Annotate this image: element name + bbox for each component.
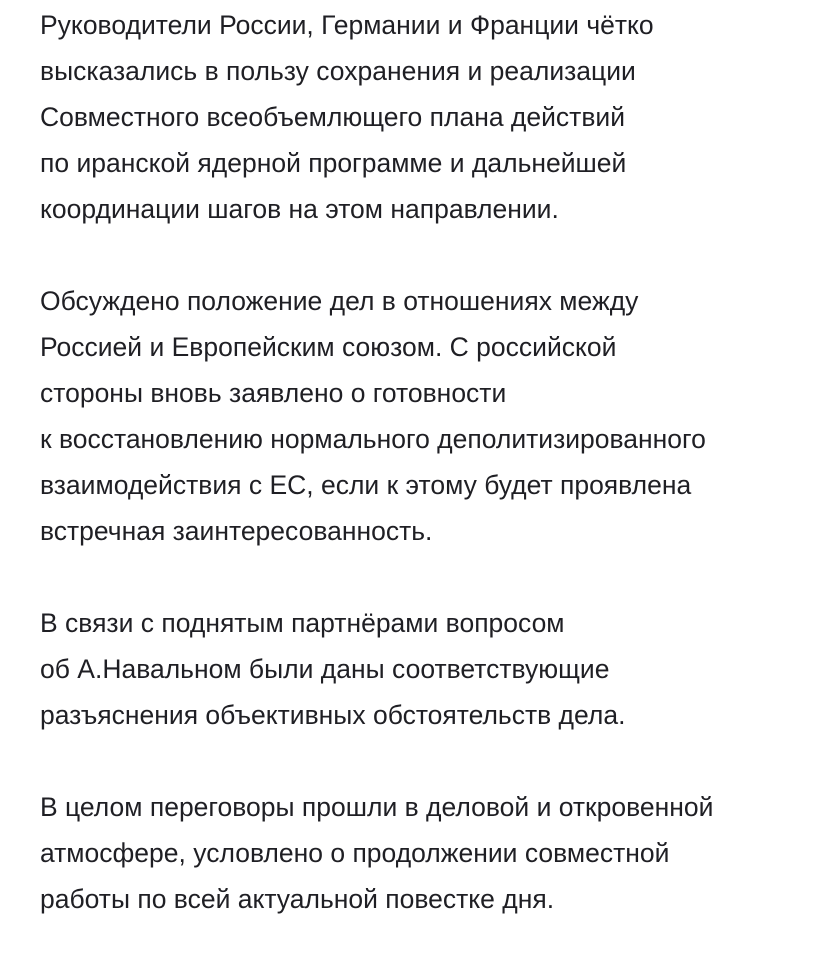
text-line: Обсуждено положение дел в отношениях между [40,286,639,316]
text-line: Совместного всеобъемлющего плана действий [40,102,626,132]
text-line: Руководители России, Германии и Франции чётко [40,10,654,40]
text-line: В целом переговоры прошли в деловой и откровенной [40,792,714,822]
paragraph-eu-relations [40,278,820,554]
text-line: высказались в пользу сохранения и реализации [40,56,636,86]
paragraph-conclusion [40,784,820,922]
text-line: встречная заинтересованность. [40,516,433,546]
text-line: по иранской ядерной программе и дальнейшей [40,148,627,178]
text-line: координации шагов на этом направлении. [40,194,559,224]
text-line: стороны вновь заявлено о готовности [40,378,507,408]
text-line: взаимодействия с ЕС, если к этому будет проявлена [40,470,692,500]
paragraph-iran-deal [40,2,820,232]
text-line: В связи с поднятым партнёрами вопросом [40,608,565,638]
text-line: к восстановлению нормального деполитизированного [40,424,706,454]
text-line: атмосфере, условлено о продолжении совместной [40,838,670,868]
text-line: Россией и Европейским союзом. С российской [40,332,617,362]
text-line: работы по всей актуальной повестке дня. [40,884,555,914]
paragraph-navalny [40,600,820,738]
article-body [40,2,820,968]
text-line: разъяснения объективных обстоятельств дела. [40,700,626,730]
text-line: об А.Навальном были даны соответствующие [40,654,610,684]
